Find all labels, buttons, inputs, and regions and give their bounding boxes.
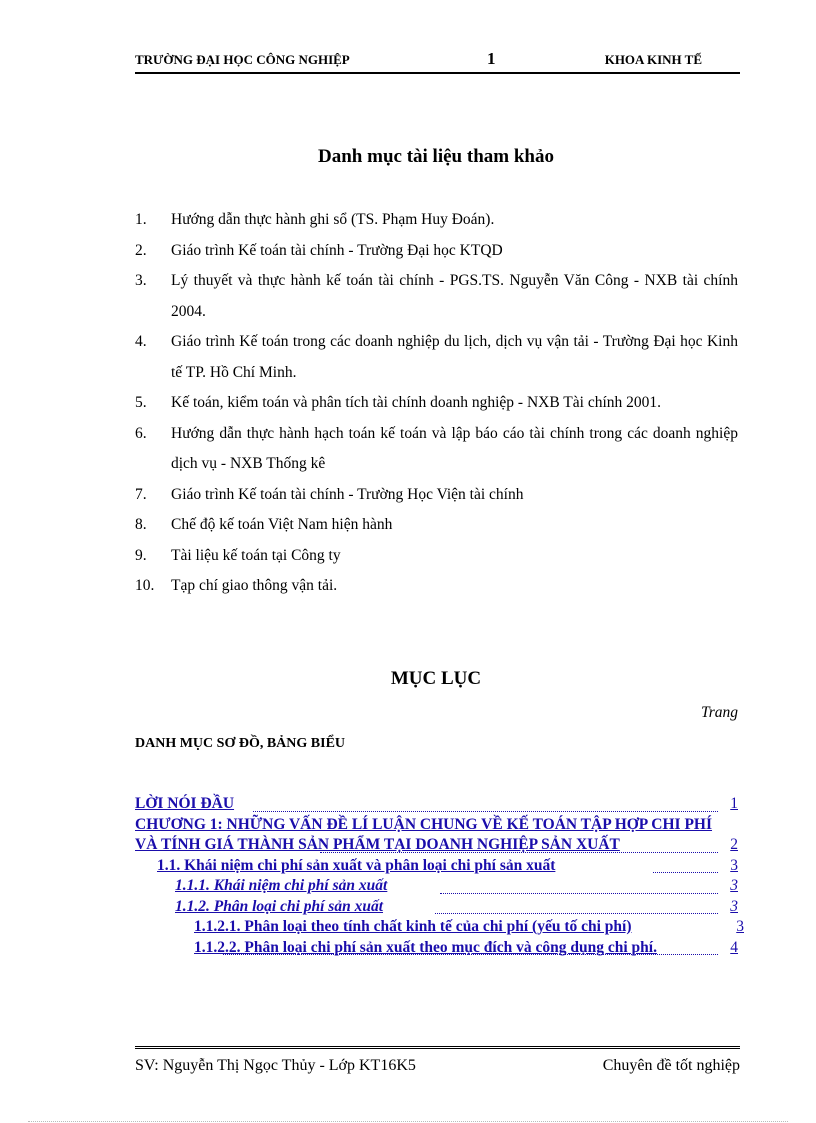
toc-entry[interactable]: 1.1.2. Phân loại chi phí sản xuất 3 bbox=[175, 897, 738, 915]
reference-item: 7. Giáo trình Kế toán tài chính - Trường Học Viện tài chính bbox=[135, 485, 524, 503]
toc-entry[interactable]: 1.1.2.1. Phân loại theo tính chất kinh tế của chi phí (yếu tố chi phí) 3 bbox=[194, 918, 744, 935]
references-title: Danh mục tài liệu tham khảo bbox=[318, 146, 554, 167]
student-info: SV: Nguyễn Thị Ngọc Thủy - Lớp KT16K5 bbox=[135, 1057, 416, 1074]
reference-item: 6. Hướng dẫn thực hành hạch toán kế toán và lập báo cáo tài chính trong các doanh nghiệp dịch vụ - NXB Thống kê bbox=[135, 424, 738, 472]
table-of-contents bbox=[135, 794, 744, 958]
toc-entry[interactable]: 1.1. Khái niệm chi phí sản xuất và phân loại chi phí sản xuất 3 bbox=[157, 856, 738, 874]
toc-title: MỤC LỤC bbox=[390, 668, 482, 689]
page-column-label: Trang bbox=[700, 704, 738, 721]
references-list bbox=[135, 205, 738, 602]
reference-item: 5. Kế toán, kiểm toán và phân tích tài chính doanh nghiệp - NXB Tài chính 2001. bbox=[135, 394, 662, 411]
toc-entry[interactable]: 1.1.2.2. Phân loại chi phí sản xuất theo mục đích và công dụng chi phí. 4 bbox=[194, 938, 738, 956]
reference-item: 8. Chế độ kế toán Việt Nam hiện hành bbox=[135, 516, 393, 533]
page-bottom-border bbox=[28, 1121, 788, 1122]
page-footer bbox=[135, 1046, 740, 1075]
page-header bbox=[135, 50, 740, 74]
diagram-list-label: DANH MỤC SƠ ĐỒ, BẢNG BIỂU bbox=[135, 736, 346, 751]
reference-item: 10. Tạp chí giao thông vận tải. bbox=[135, 577, 338, 594]
document-type: Chuyên đề tốt nghiệp bbox=[602, 1057, 740, 1074]
toc-entry[interactable]: CHƯƠNG 1: NHỮNG VẤN ĐỀ LÍ LUẬN CHUNG VỀ KẾ TOÁN TẬP HỢP CHI PHÍ VÀ TÍNH GIÁ THÀNH SẢN PHẨM TẠI DOANH NGHIỆP SẢN XUẤT 2 bbox=[135, 815, 738, 853]
page-number: 1 bbox=[487, 49, 496, 68]
reference-item: 4. Giáo trình Kế toán trong các doanh nghiệp du lịch, dịch vụ vận tải - Trường Đại học Kinh tế TP. Hồ Chí Minh. bbox=[135, 333, 738, 381]
toc-entry[interactable]: 1.1.1. Khái niệm chi phí sản xuất 3 bbox=[175, 877, 738, 894]
reference-item: 2. Giáo trình Kế toán tài chính - Trường Đại học KTQD bbox=[135, 241, 503, 259]
reference-item: 9. Tài liệu kế toán tại Công ty bbox=[135, 546, 341, 564]
toc-entry[interactable]: LỜI NÓI ĐẦU 1 bbox=[135, 795, 738, 812]
reference-item: 1. Hướng dẫn thực hành ghi sổ (TS. Phạm Huy Đoán). bbox=[135, 211, 495, 228]
school-name: TRƯỜNG ĐẠI HỌC CÔNG NGHIỆP bbox=[135, 52, 350, 67]
faculty-name: KHOA KINH TẾ bbox=[604, 52, 702, 67]
reference-item: 3. Lý thuyết và thực hành kế toán tài chính - PGS.TS. Nguyễn Văn Công - NXB tài chính 2004. bbox=[135, 272, 738, 320]
